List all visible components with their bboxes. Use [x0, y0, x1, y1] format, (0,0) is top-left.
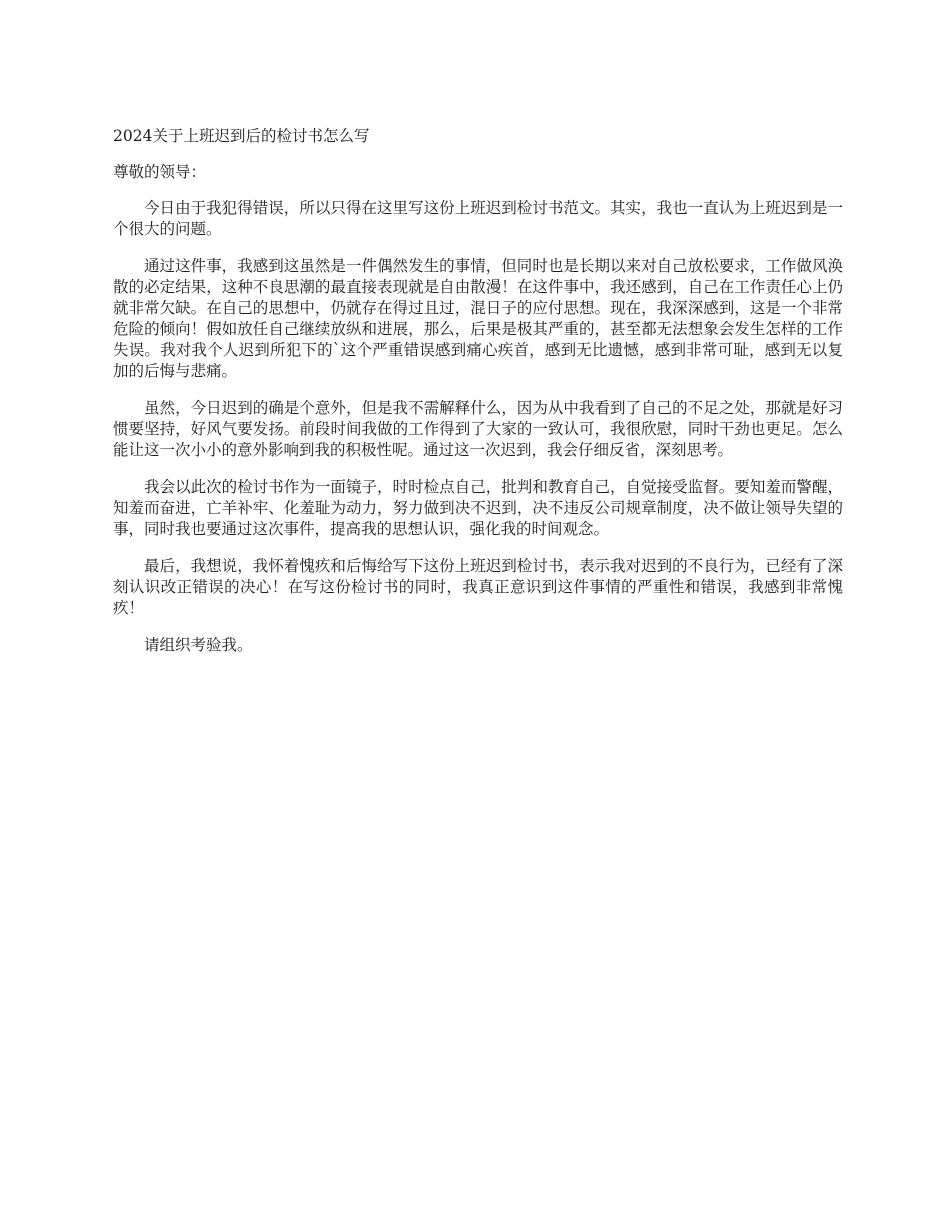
- paragraph-1: 今日由于我犯得错误，所以只得在这里写这份上班迟到检讨书范文。其实，我也一直认为上班迟到是一个很大的问题。: [113, 199, 843, 238]
- paragraph-2: 通过这件事，我感到这虽然是一件偶然发生的事情，但同时也是长期以来对自己放松要求，工作做风涣散的必定结果，这种不良思潮的最直接表现就是自由散漫！在这件事中，我还感到，自己在工作责任心上仍就非常欠缺。在自己的思想中，仍就存在得过且过，混日子的应付思想。现在，我深深感到，这是一个非常危险的倾向！假如放任自己继续放纵和进展，那么，后果是极其严重的，甚至都无法想象会发生怎样的工作失误。我对我个人迟到所犯下的`这个严重错误感到痛心疾首，感到无比遗憾，感到非常可耻，感到无以复加的后悔与悲痛。: [113, 257, 843, 380]
- paragraph-5: 最后，我想说，我怀着愧疚和后悔给写下这份上班迟到检讨书，表示我对迟到的不良行为，已经有了深刻认识改正错误的决心！在写这份检讨书的同时，我真正意识到这件事情的严重性和错误，我感到非常愧疚！: [113, 557, 843, 617]
- salutation: 尊敬的领导：: [113, 163, 207, 181]
- document-title: 2024关于上班迟到后的检讨书怎么写: [113, 127, 370, 145]
- paragraph-3: 虽然，今日迟到的确是个意外，但是我不需解释什么，因为从中我看到了自己的不足之处，那就是好习惯要坚持，好风气要发扬。前段时间我做的工作得到了大家的一致认可，我很欣慰，同时干劲也更足。怎么能让这一次小小的意外影响到我的积极性呢。通过这一次迟到，我会仔细反省，深刻思考。: [113, 399, 843, 459]
- paragraph-4: 我会以此次的检讨书作为一面镜子，时时检点自己，批判和教育自己，自觉接受监督。要知羞而警醒，知羞而奋进，亡羊补牢、化羞耻为动力，努力做到决不迟到，决不违反公司规章制度，决不做让领导失望的事，同时我也要通过这次事件，提高我的思想认识，强化我的时间观念。: [113, 478, 843, 538]
- document-page: [113, 124, 843, 672]
- paragraph-closing: 请组织考验我。: [144, 636, 253, 654]
